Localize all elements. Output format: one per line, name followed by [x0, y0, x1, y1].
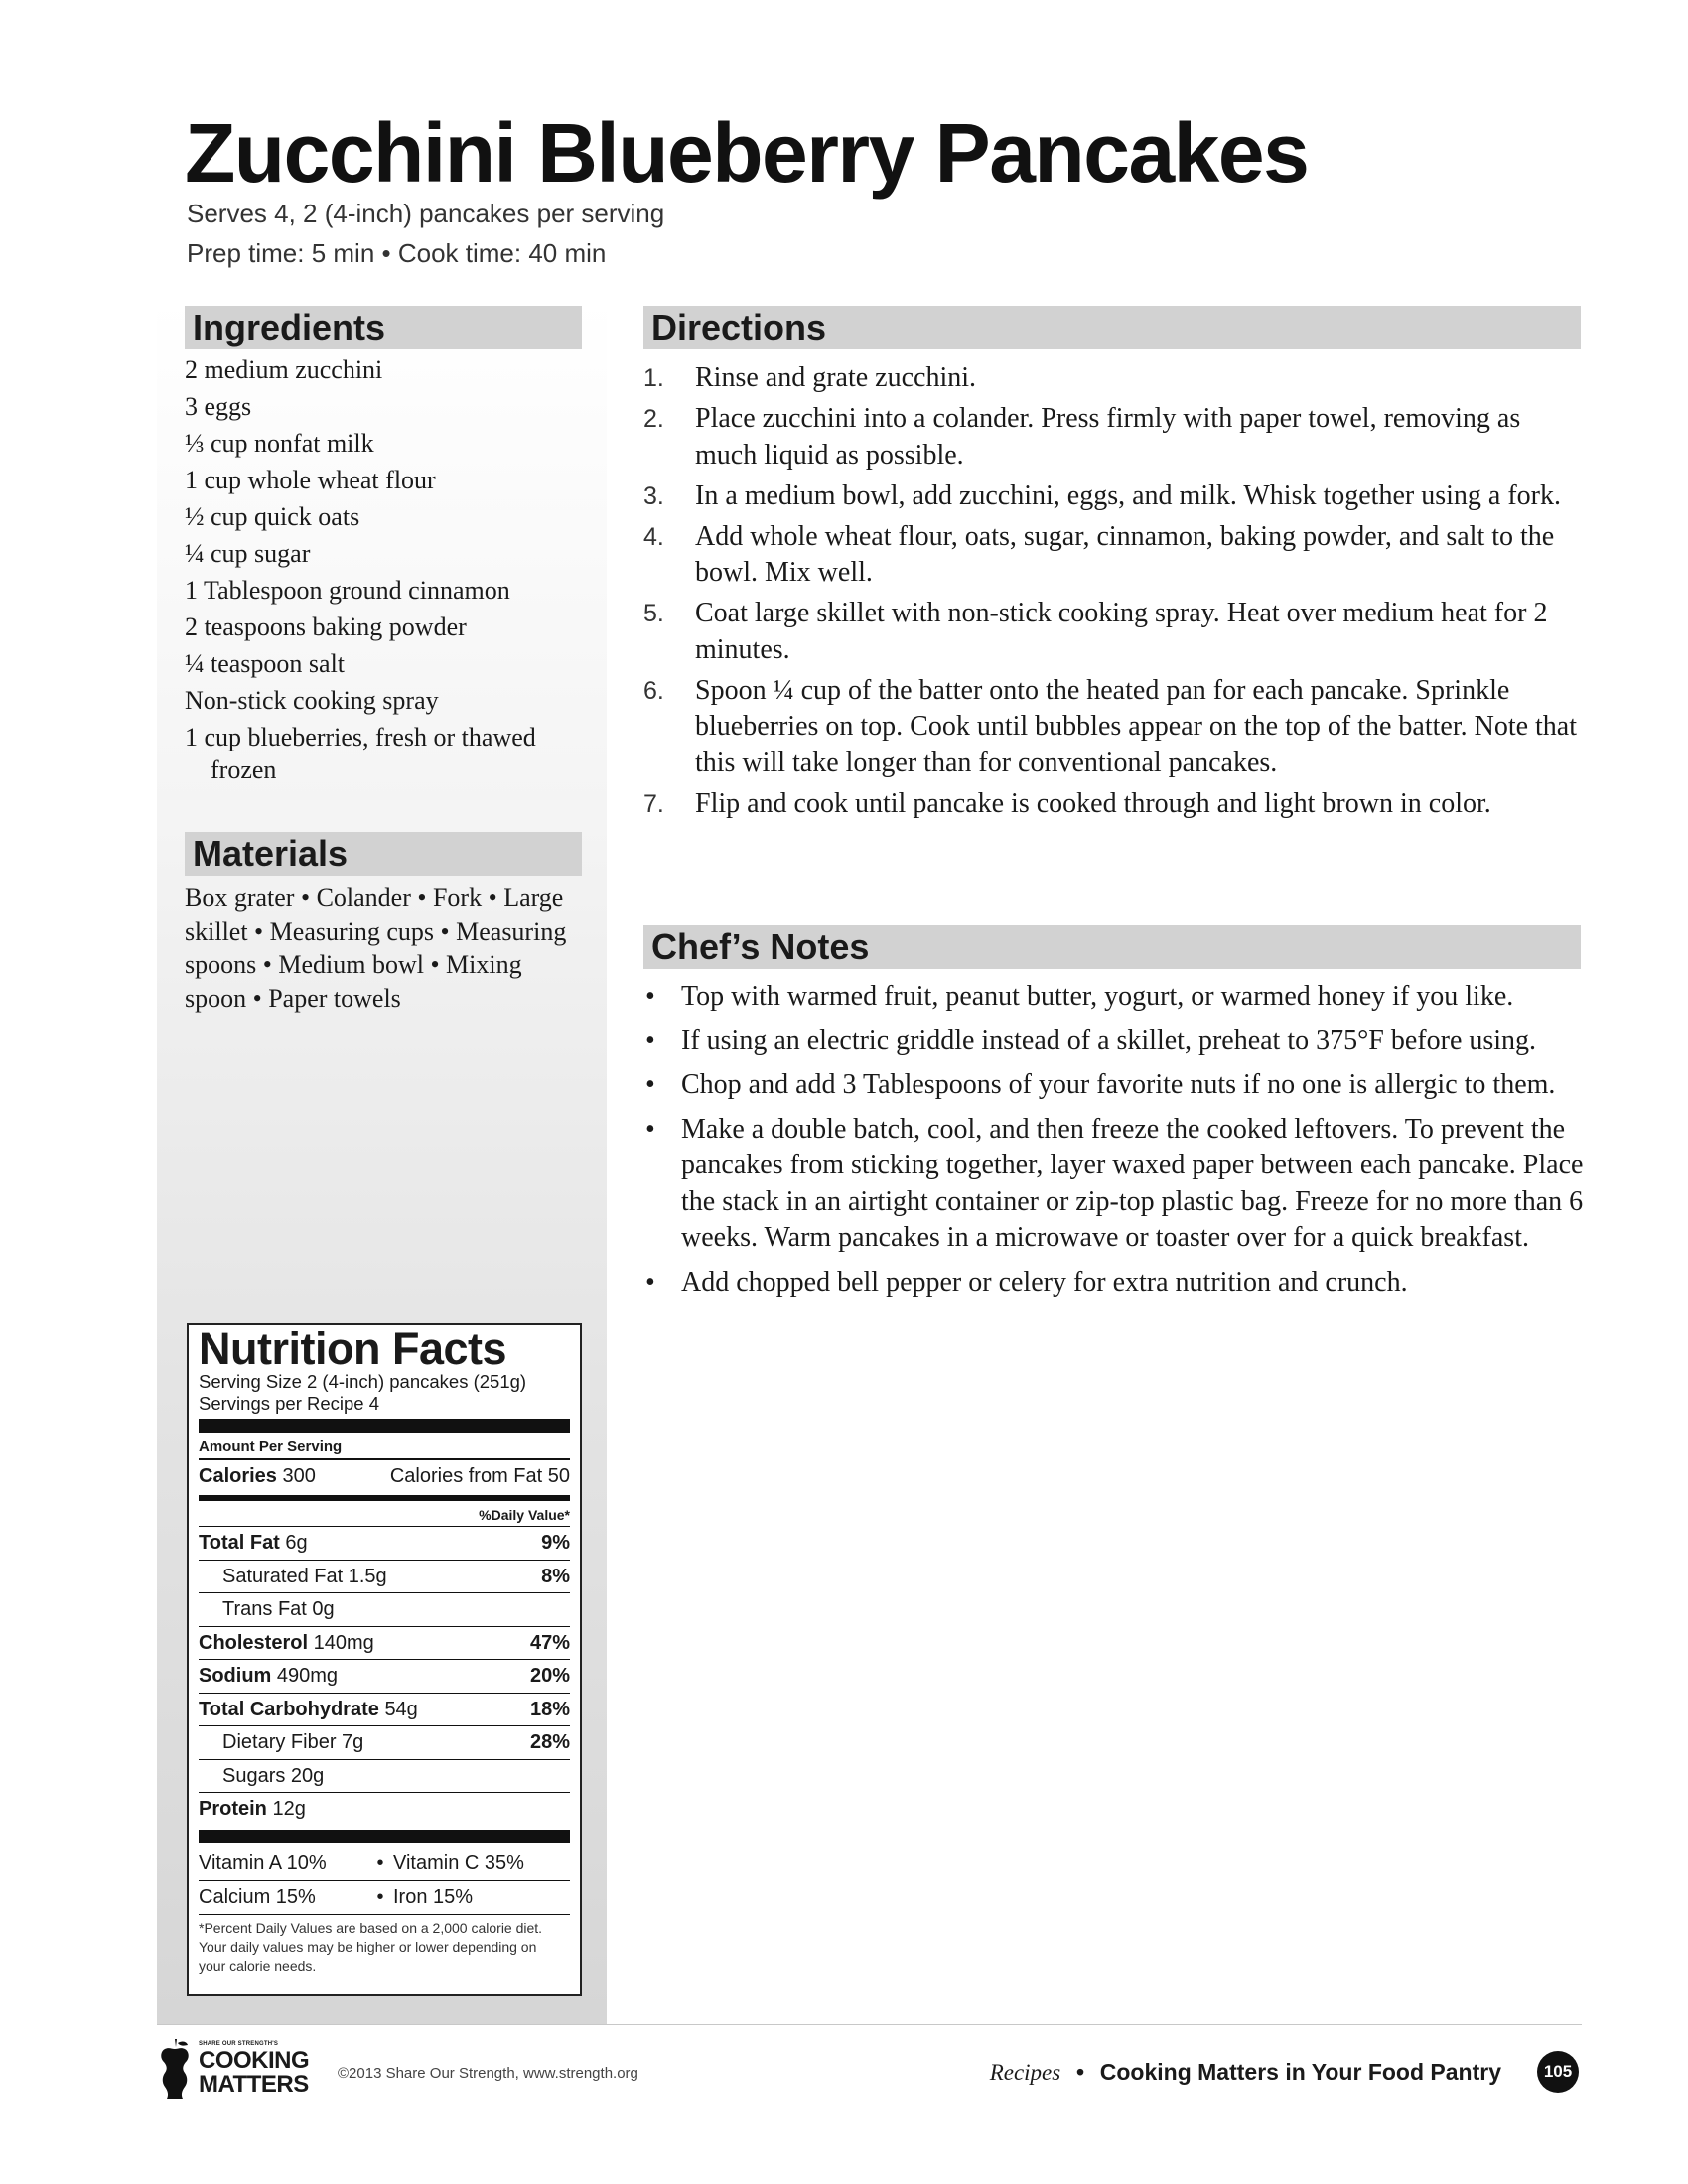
- copyright: ©2013 Share Our Strength, www.strength.org: [338, 2065, 638, 2082]
- bullet-icon: •: [645, 1113, 655, 1145]
- chefs-note-item: [643, 1112, 1587, 1257]
- servings-info: Serves 4, 2 (4-inch) pancakes per serving: [187, 199, 665, 228]
- nutrient-dv: 28%: [529, 1731, 570, 1753]
- ingredient-item: ¼ teaspoon salt: [185, 649, 346, 678]
- step-number: 6.: [643, 676, 664, 705]
- bullet-icon: •: [645, 1266, 655, 1297]
- step-text: Rinse and grate zucchini.: [695, 362, 977, 393]
- divider: [199, 1495, 570, 1501]
- chefs-note-item: [643, 1024, 1587, 1060]
- minerals-row: [199, 1881, 570, 1915]
- nutrient-label: Total Carbohydrate: [199, 1698, 379, 1720]
- nutrient-label: Sodium: [199, 1665, 272, 1687]
- ingredient-item: ⅓ cup nonfat milk: [185, 429, 374, 458]
- footer-book-title: Cooking Matters in Your Food Pantry: [1099, 2059, 1501, 2085]
- nutrient-dv: 47%: [529, 1631, 570, 1654]
- chefs-note-item: [643, 1067, 1587, 1104]
- apple-core-icon: [159, 2037, 191, 2103]
- logo-tagline: SHARE OUR STRENGTH'S: [199, 2041, 279, 2047]
- ingredient-item: 1 cup blueberries, fresh or thawed frozen: [185, 723, 536, 784]
- running-footer: [953, 2058, 1501, 2087]
- divider: [199, 1419, 570, 1433]
- logo-word-cooking: COOKING: [199, 2047, 310, 2074]
- direction-step: [643, 478, 1587, 515]
- ingredients-list: [185, 353, 602, 790]
- separator: •: [376, 1885, 384, 1908]
- total-fat-row: [199, 1527, 570, 1561]
- iron: Iron 15%: [393, 1885, 474, 1908]
- trans-fat-row: [199, 1593, 570, 1627]
- footer-section: Recipes: [989, 2060, 1061, 2085]
- step-number: 4.: [643, 522, 664, 551]
- nutrient-dv: 18%: [529, 1698, 570, 1720]
- nutrition-title: Nutrition Facts: [199, 1323, 507, 1374]
- nutrient-label: Dietary Fiber 7g: [222, 1731, 364, 1753]
- footer-separator: •: [1075, 2059, 1085, 2085]
- nutrient-label: Trans Fat 0g: [222, 1598, 335, 1620]
- note-text: Add chopped bell pepper or celery for extra nutrition and crunch.: [681, 1266, 1408, 1297]
- calcium: Calcium 15%: [199, 1885, 316, 1908]
- daily-value-header: %Daily Value*: [199, 1504, 570, 1527]
- saturated-fat-row: [199, 1561, 570, 1594]
- nutrient-dv: 8%: [541, 1565, 570, 1587]
- nutrient-value: 6g: [285, 1532, 308, 1554]
- ingredient-item: 1 cup whole wheat flour: [185, 466, 436, 494]
- cooking-matters-logo: [159, 2037, 318, 2103]
- direction-step: [643, 401, 1587, 474]
- directions-list: [643, 360, 1587, 827]
- bullet-icon: •: [645, 1069, 655, 1100]
- nutrient-dv: 9%: [541, 1532, 570, 1554]
- serving-size: Serving Size 2 (4-inch) pancakes (251g): [199, 1371, 527, 1392]
- chefs-note-item: [643, 1265, 1587, 1301]
- sodium-row: [199, 1660, 570, 1694]
- chefs-notes-heading: Chef’s Notes: [643, 925, 1581, 969]
- step-text: In a medium bowl, add zucchini, eggs, and milk. Whisk together using a fork.: [695, 479, 1561, 511]
- recipe-title: Zucchini Blueberry Pancakes: [185, 106, 1309, 200]
- calories-from-fat: Calories from Fat 50: [389, 1464, 570, 1487]
- calories-value: 300: [282, 1464, 316, 1487]
- step-text: Place zucchini into a colander. Press firmly with paper towel, removing as much liquid as possible.: [695, 403, 1521, 471]
- step-number: 3.: [643, 481, 664, 510]
- step-number: 7.: [643, 789, 664, 818]
- amount-per-serving: Amount Per Serving: [199, 1438, 343, 1455]
- step-number: 5.: [643, 600, 664, 627]
- bullet-icon: •: [645, 981, 655, 1012]
- carbohydrate-row: [199, 1694, 570, 1727]
- nutrition-footnote: *Percent Daily Values are based on a 2,000 calorie diet. Your daily values may be higher or lower depending on your calorie needs.: [199, 1919, 543, 1974]
- sugars-row: [199, 1760, 570, 1794]
- nutrient-label: Protein: [199, 1798, 267, 1820]
- nutrient-value: 490mg: [276, 1665, 339, 1687]
- nutrition-facts-label: [187, 1323, 582, 1996]
- nutrient-dv: 20%: [529, 1665, 570, 1687]
- separator: •: [376, 1851, 384, 1874]
- ingredients-heading: Ingredients: [185, 306, 582, 349]
- materials-heading: Materials: [185, 832, 582, 876]
- note-text: If using an electric griddle instead of a skillet, preheat to 375°F before using.: [681, 1024, 1537, 1056]
- nutrient-value: 140mg: [313, 1631, 374, 1654]
- vitamin-c: Vitamin C 35%: [393, 1851, 524, 1874]
- calories-label: Calories: [199, 1464, 277, 1487]
- chefs-note-item: [643, 979, 1587, 1016]
- nutrient-label: Cholesterol: [199, 1631, 309, 1654]
- vitamin-a: Vitamin A 10%: [199, 1851, 327, 1874]
- ingredient-item: ¼ cup sugar: [185, 539, 311, 568]
- servings-per-recipe: Servings per Recipe 4: [199, 1393, 380, 1414]
- footer-divider: [157, 2024, 1582, 2025]
- nutrient-label: Total Fat: [199, 1532, 280, 1554]
- direction-step: [643, 360, 1587, 397]
- page-number-badge: 105: [1537, 2051, 1579, 2093]
- divider: [199, 1830, 570, 1843]
- calories-row: [199, 1460, 570, 1493]
- directions-heading: Directions: [643, 306, 1581, 349]
- nutrient-label: Sugars 20g: [222, 1764, 325, 1787]
- nutrient-label: Saturated Fat 1.5g: [222, 1565, 387, 1587]
- direction-step: [643, 673, 1587, 782]
- direction-step: [643, 786, 1587, 823]
- step-text: Add whole wheat flour, oats, sugar, cinnamon, baking powder, and salt to the bowl. Mix well.: [695, 520, 1555, 588]
- ingredient-item: 1 Tablespoon ground cinnamon: [185, 576, 510, 605]
- ingredient-item: 2 teaspoons baking powder: [185, 613, 467, 641]
- step-text: Flip and cook until pancake is cooked through and light brown in color.: [695, 787, 1491, 819]
- step-text: Coat large skillet with non-stick cooking spray. Heat over medium heat for 2 minutes.: [695, 598, 1548, 665]
- cholesterol-row: [199, 1627, 570, 1661]
- step-text: Spoon ¼ cup of the batter onto the heated pan for each pancake. Sprinkle blueberries on top. Cook until bubbles appear on the top of the batter. Note that this will take longer than for conventional pancakes.: [695, 674, 1578, 778]
- ingredient-item: Non-stick cooking spray: [185, 686, 439, 715]
- note-text: Top with warmed fruit, peanut butter, yogurt, or warmed honey if you like.: [681, 981, 1514, 1012]
- direction-step: [643, 596, 1587, 668]
- nutrient-value: 12g: [272, 1798, 306, 1820]
- nutrient-value: 54g: [384, 1698, 418, 1720]
- step-number: 2.: [643, 405, 664, 433]
- vitamins-row: [199, 1847, 570, 1881]
- ingredient-item: 2 medium zucchini: [185, 355, 383, 384]
- ingredient-item: 3 eggs: [185, 392, 252, 421]
- note-text: Chop and add 3 Tablespoons of your favorite nuts if no one is allergic to them.: [681, 1069, 1556, 1100]
- chefs-notes-list: [643, 979, 1587, 1308]
- direction-step: [643, 519, 1587, 592]
- step-number: 1.: [643, 364, 664, 392]
- time-info: Prep time: 5 min • Cook time: 40 min: [187, 238, 607, 268]
- bullet-icon: •: [645, 1024, 655, 1056]
- materials-text: Box grater • Colander • Fork • Large skillet • Measuring cups • Measuring spoons • Medium bowl • Mixing spoon • Paper towels: [185, 884, 567, 1013]
- note-text: Make a double batch, cool, and then freeze the cooked leftovers. To prevent the pancakes from sticking together, layer waxed paper between each pancake. Place the stack in an airtight container or zip-top plastic bag. Freeze for no more than 6 weeks. Warm pancakes in a microwave or toaster over for a quick breakfast.: [681, 1113, 1584, 1253]
- fiber-row: [199, 1726, 570, 1760]
- logo-word-matters: MATTERS: [199, 2071, 309, 2098]
- protein-row: [199, 1793, 570, 1826]
- ingredient-item: ½ cup quick oats: [185, 502, 360, 531]
